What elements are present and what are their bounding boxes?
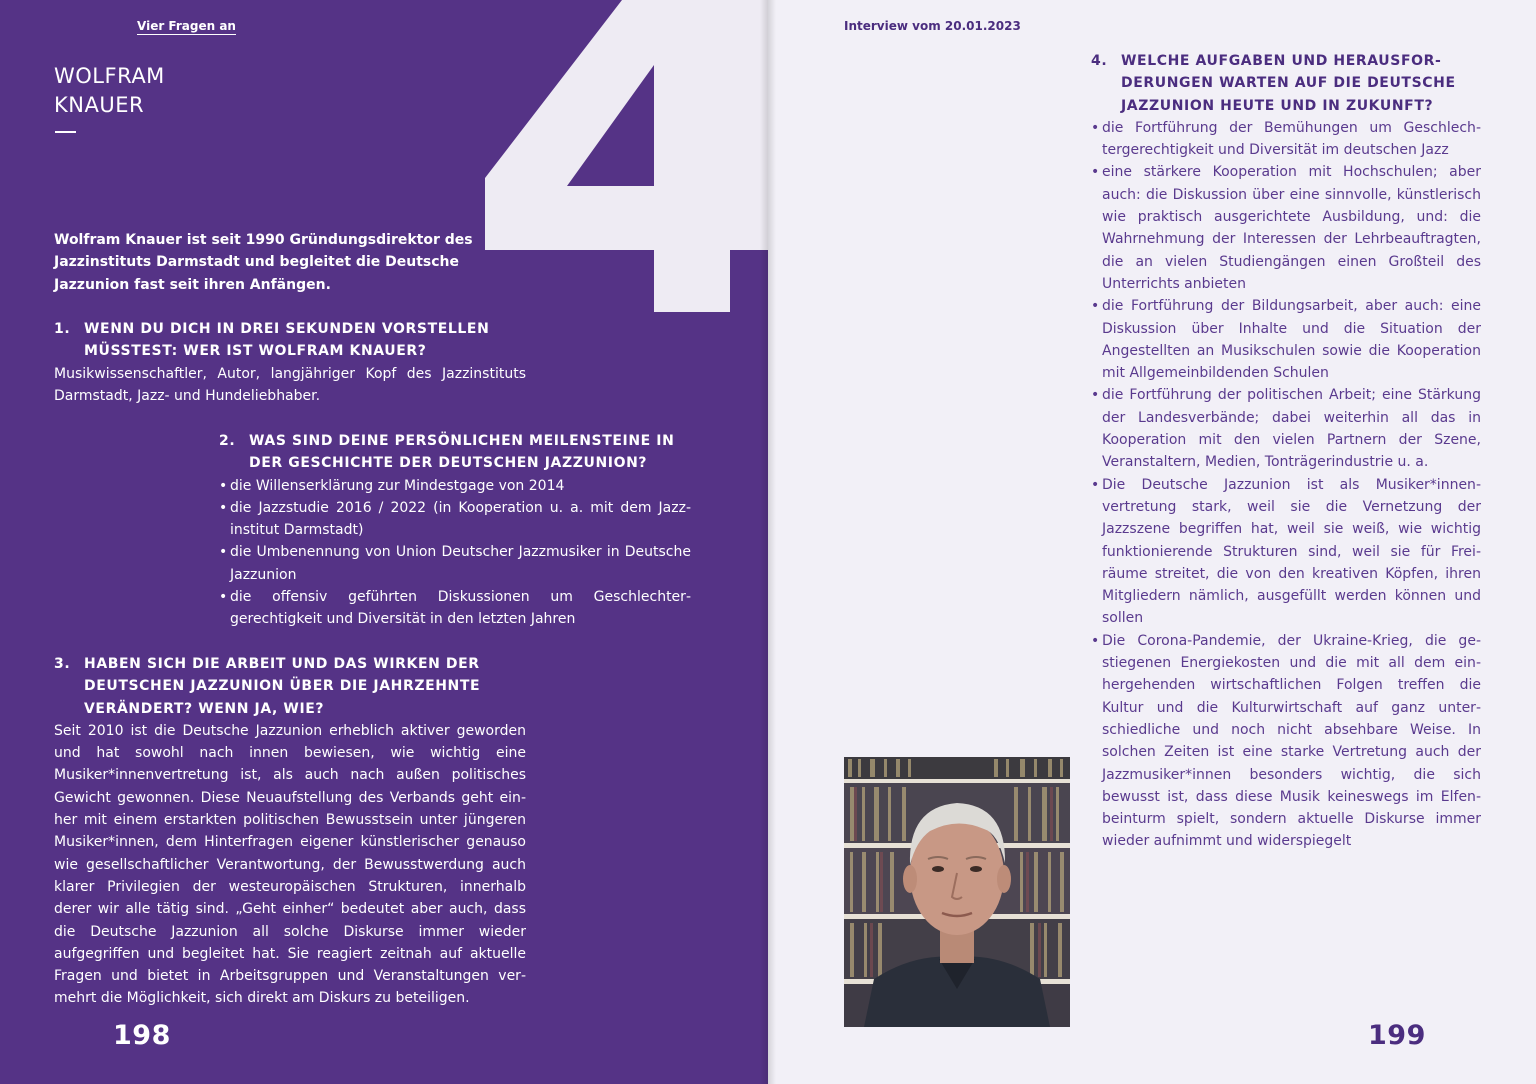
name-divider: [55, 131, 76, 133]
bullet-item: • eine stärkere Kooperation mit Hochschulen; aber auch: die Diskussion über eine sinnvolle, künstlerisch wie praktisch ausgerichtete Ausbildung, und: die Wahrnehmung der Interessen der Lehrbeauftragten, die an vielen Studiengängen einen Großteil des Unterrichts anbieten: [1091, 161, 1481, 295]
bullet-item: • Die Corona-Pandemie, der Ukraine-Krieg, die gestiegenen Energiekosten und die mit all dem einhergehenden wirtschaftlichen Folgen treffen die Kultur und die Kulturwirtschaft auf ganz unterschiedliche und noch nicht absehbare Weise. In solchen Zeiten ist eine starke Vertretung auch der Jazzmusiker*innen besonders wichtig, die sich bewusst ist, dass diese Musik keineswegs im Elfenbeinturm spielt, sondern aktuelle Diskurse immer wieder aufnimmt und widerspiegelt: [1091, 630, 1481, 853]
right-page: [768, 0, 1536, 1084]
question-block-2: [219, 430, 691, 631]
section-kicker: Vier Fragen an: [137, 19, 236, 33]
big-number-four: [485, 0, 768, 312]
question-number: 3.: [54, 656, 71, 672]
bullet-item: • die Willenserklärung zur Mindestgage von 2014: [219, 475, 691, 497]
name-line-first: WOLFRAM: [54, 64, 165, 88]
question-number: 1.: [54, 321, 71, 337]
question-block-1: [54, 318, 526, 407]
intro-paragraph: Wolfram Knauer ist seit 1990 Gründungsdirektor des Jazzinstituts Darmstadt und begleitet die Deutsche Jazzunion fast seit ihren Anfängen.: [54, 232, 473, 293]
bullet-item: • die offensiv geführten Diskussionen um Geschlechtergerechtigkeit und Diversität in den letzten Jahren: [219, 586, 691, 631]
big-number-label: 4: [485, 0, 486, 1]
interviewee-name: [54, 62, 165, 120]
question-text: WENN DU DICH IN DREI SEKUNDEN VORSTELLEN MÜSSTEST: WER IST WOLFRAM KNAUER?: [84, 321, 490, 360]
bullet-item: • Die Deutsche Jazzunion ist als Musiker*innenvertretung stark, weil sie die Vernetzung der Jazzszene begriffen hat, weil sie weiß, wie wichtig funktionierende Strukturen sind, weil sie für Freiräume streitet, die von den kreativen Köpfen, ihren Mitgliedern nämlich, ausgefüllt werden können und sollen: [1091, 474, 1481, 630]
name-line-last: KNAUER: [54, 93, 145, 117]
question-heading: [1091, 50, 1481, 117]
question-heading: [54, 318, 526, 363]
bullet-item: • die Fortführung der Bemühungen um Geschlechtergerechtigkeit und Diversität im deutschen Jazz: [1091, 117, 1481, 162]
answer-bullet-list: [1091, 117, 1481, 853]
answer-text: Musikwissenschaftler, Autor, langjähriger Kopf des Jazzinstituts Darmstadt, Jazz- und Hundeliebhaber.: [54, 365, 526, 404]
interview-date: Interview vom 20.01.2023: [844, 19, 1021, 33]
question-block-4: [1091, 50, 1481, 853]
question-block-3: [54, 653, 526, 1010]
answer-text: Seit 2010 ist die Deutsche Jazzunion erheblich aktiver geworden und hat sowohl nach innen bewiesen, wie wichtig eine Musiker*innenvertretung ist, als auch nach außen politisches Gewicht gewonnen. Diese Neuaufstellung des Verbands geht einher mit einem erstarkten politischen Bewusstsein unter jüngeren Musiker*innen, dem Hinterfragen eigener künstlerischer genauso wie gesellschaftlicher Verantwortung, der Bewusstwerdung auch klarer Privilegien der westeuropäischen Strukturen, innerhalb derer wir alle tätig sind. „Geht einher“ bedeutet aber auch, dass die Deutsche Jazzunion all solche Diskurse immer wieder aufgegriffen und begleitet hat. Sie reagiert zeitnah auf aktuelle Fragen und bietet in Arbeitsgruppen und Veranstaltungen vermehrt die Möglichkeit, sich direkt am Diskurs zu beteiligen.: [54, 722, 526, 1007]
question-text: WELCHE AUFGABEN UND HERAUSFORDERUNGEN WARTEN AUF DIE DEUTSCHE JAZZUNION HEUTE UND IN ZUKUNFT?: [1121, 53, 1456, 114]
answer-bullet-list: [219, 475, 691, 631]
question-text: WAS SIND DEINE PERSÖNLICHEN MEILENSTEINE IN DER GESCHICHTE DER DEUTSCHEN JAZZUNION?: [249, 433, 675, 472]
bullet-item: • die Fortführung der Bildungsarbeit, aber auch: eine Diskussion über Inhalte und die Situation der Angestellten an Musikschulen sowie die Kooperation mit Allgemeinbildenden Schulen: [1091, 295, 1481, 384]
big-number-shape: [485, 0, 768, 312]
question-heading: [54, 653, 526, 720]
question-text: HABEN SICH DIE ARBEIT UND DAS WIRKEN DER DEUTSCHEN JAZZUNION ÜBER DIE JAHRZEHNTE VERÄNDERT? WENN JA, WIE?: [84, 656, 481, 717]
portrait-illustration: [844, 757, 1070, 1027]
portrait-photo: [844, 757, 1070, 1027]
page-number-left: 198: [113, 1020, 171, 1051]
question-number: 2.: [219, 433, 236, 449]
bullet-item: • die Fortführung der politischen Arbeit; eine Stärkung der Landesverbände; dabei weiterhin all das in Kooperation mit den vielen Partnern der Szene, Veranstaltern, Medien, Tonträgerindustrie u. a.: [1091, 384, 1481, 473]
bullet-item: • die Jazzstudie 2016 / 2022 (in Kooperation u. a. mit dem Jazzinstitut Darmstadt): [219, 497, 691, 542]
page-number-right: 199: [1368, 1020, 1426, 1051]
question-heading: [219, 430, 691, 475]
bullet-item: • die Umbenennung von Union Deutscher Jazzmusiker in Deutsche Jazzunion: [219, 541, 691, 586]
question-number: 4.: [1091, 53, 1108, 69]
